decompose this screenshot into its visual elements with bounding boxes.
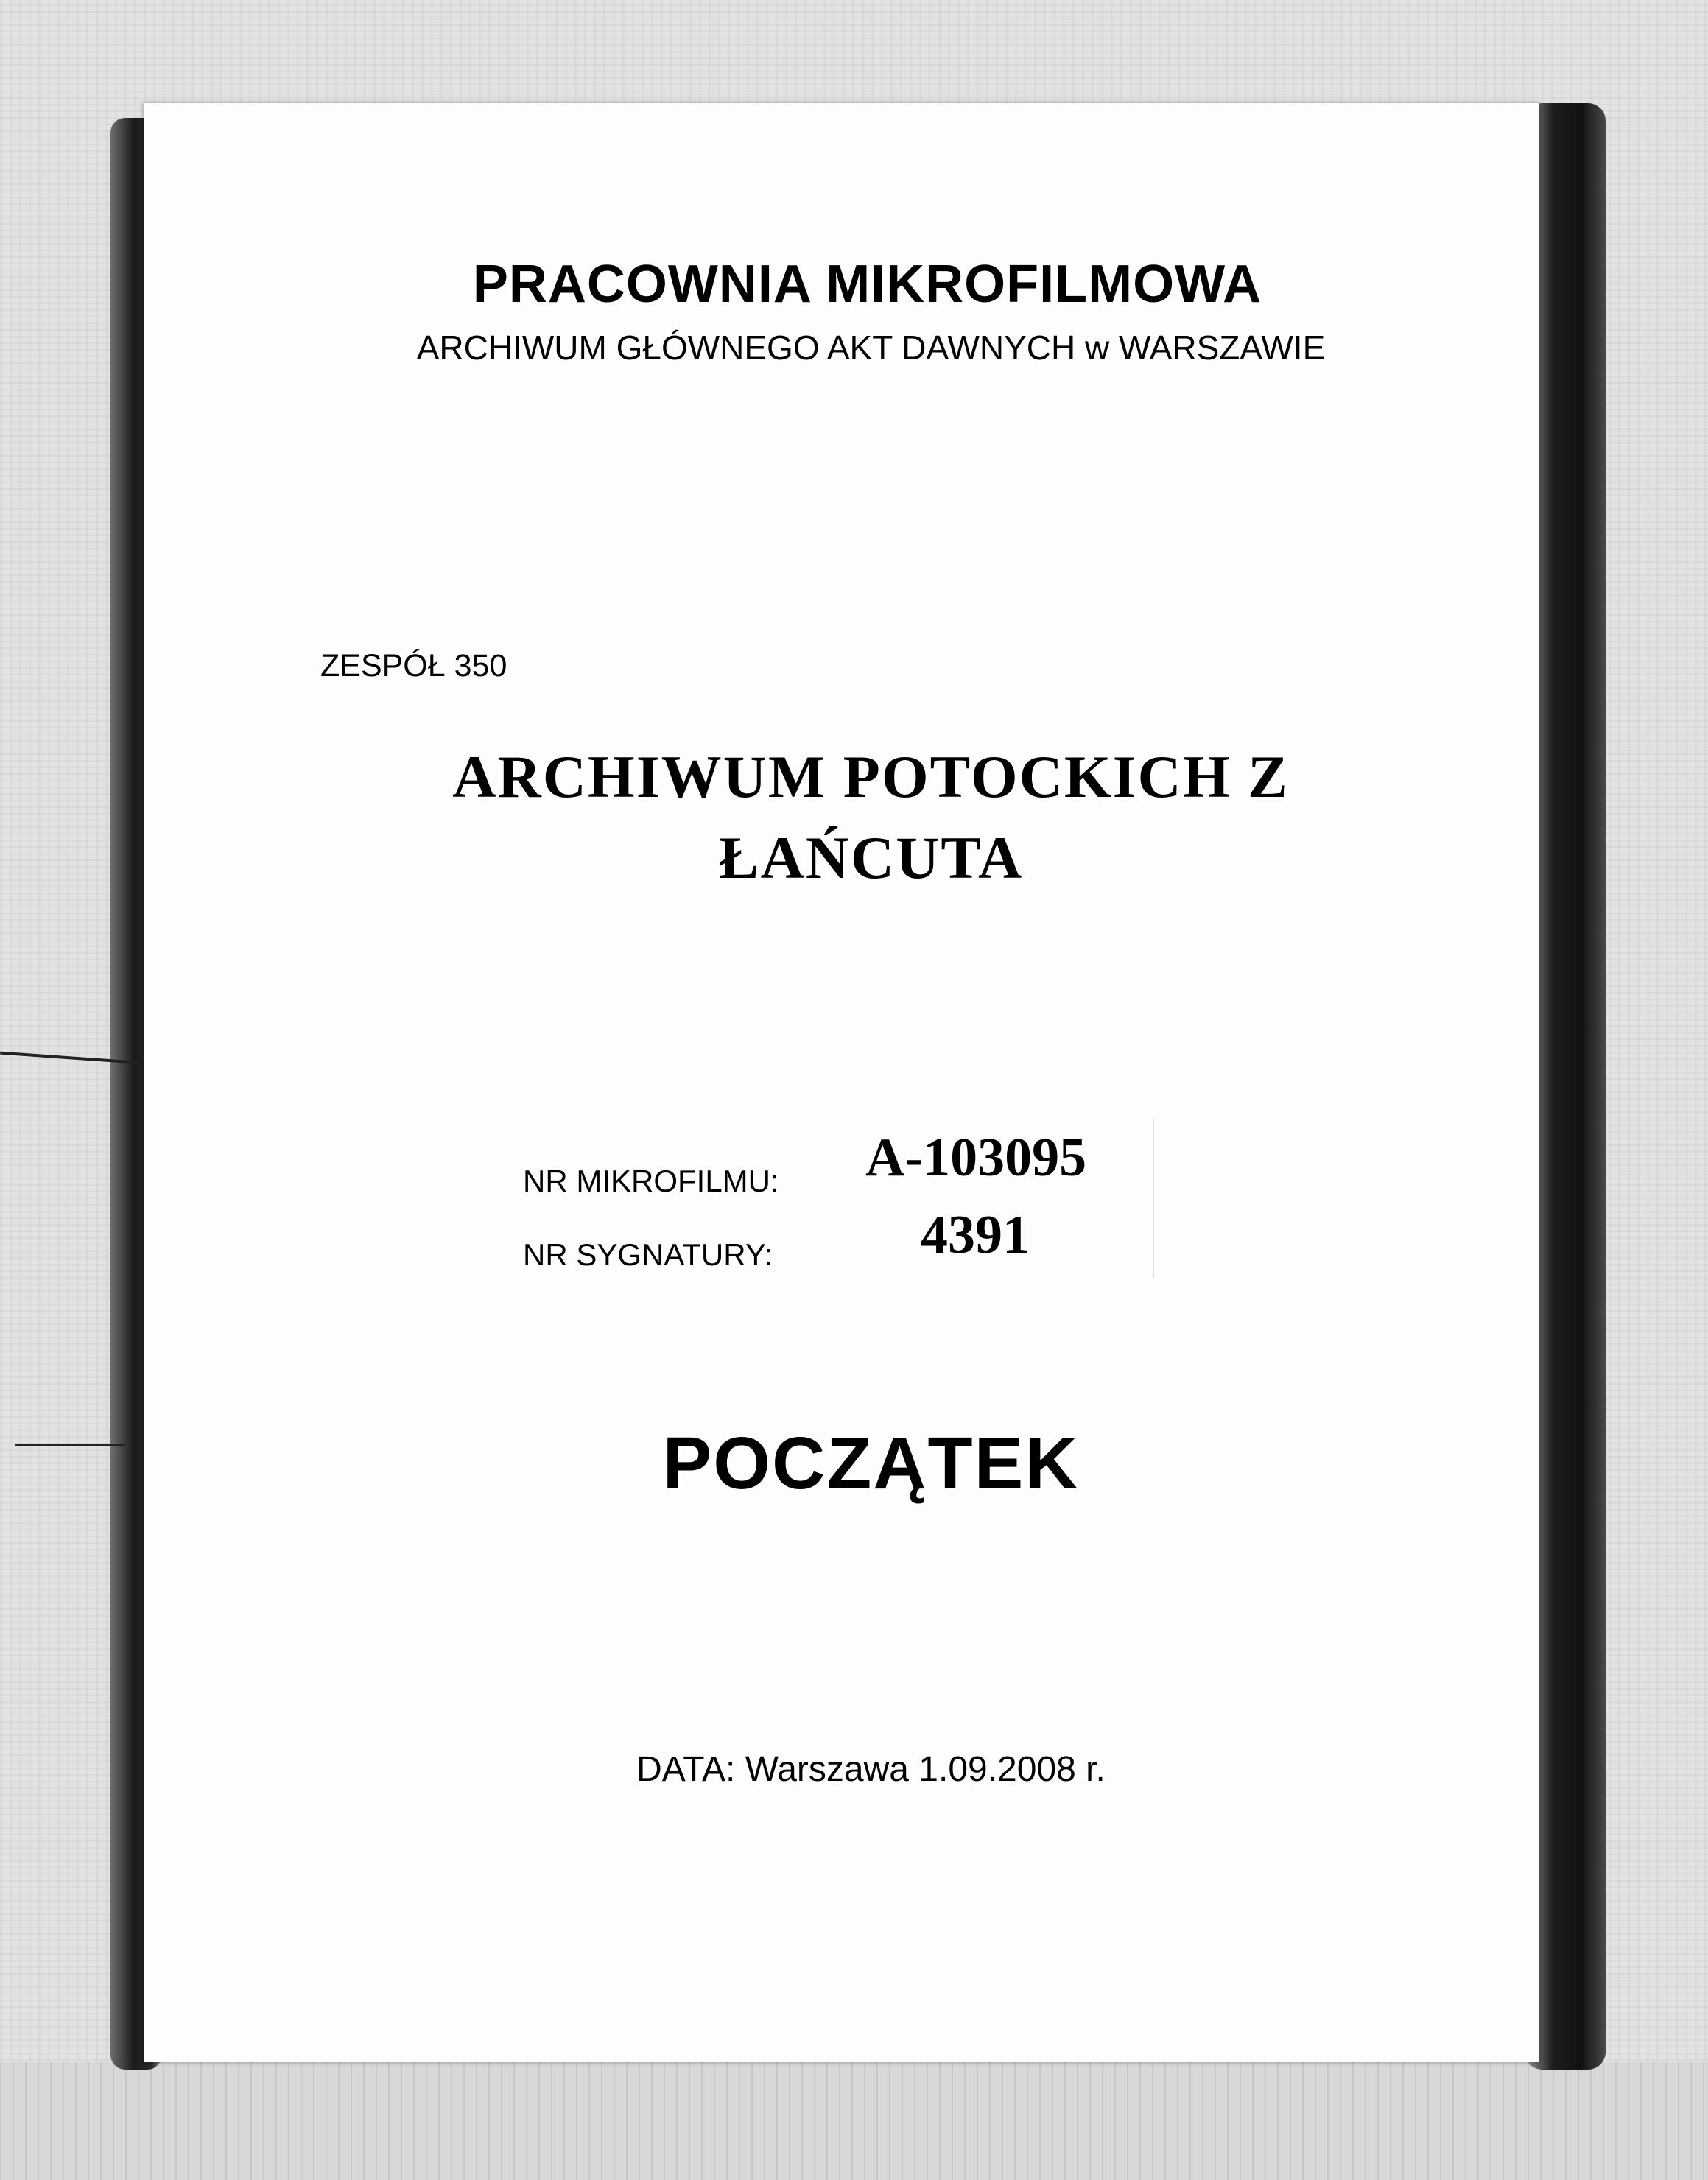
institution-subtitle: ARCHIWUM GŁÓWNEGO AKT DAWNYCH w WARSZAWIE (416, 328, 1326, 367)
reel-status: POCZĄTEK (662, 1422, 1080, 1505)
collection-name-line2: ŁAŃCUTA (718, 824, 1024, 891)
collection-name (144, 736, 1539, 899)
microfilm-number: A-103095 (865, 1128, 1087, 1188)
collection-name-line1: ARCHIWUM POTOCKICH Z (452, 743, 1290, 810)
institution-title: PRACOWNIA MIKROFILMOWA (472, 255, 1262, 314)
signature-label: NR SYGNATURY: (523, 1237, 773, 1272)
scan-scratch-line (15, 1444, 125, 1446)
microfilm-label: NR MIKROFILMU: (523, 1164, 779, 1198)
date-line: DATA: Warszawa 1.09.2008 r. (636, 1750, 1106, 1789)
signature-number: 4391 (921, 1205, 1030, 1265)
scanner-bottom-band (0, 2062, 1708, 2180)
title-page (144, 103, 1539, 2062)
fonds-number: ZESPÓŁ 350 (320, 648, 507, 683)
